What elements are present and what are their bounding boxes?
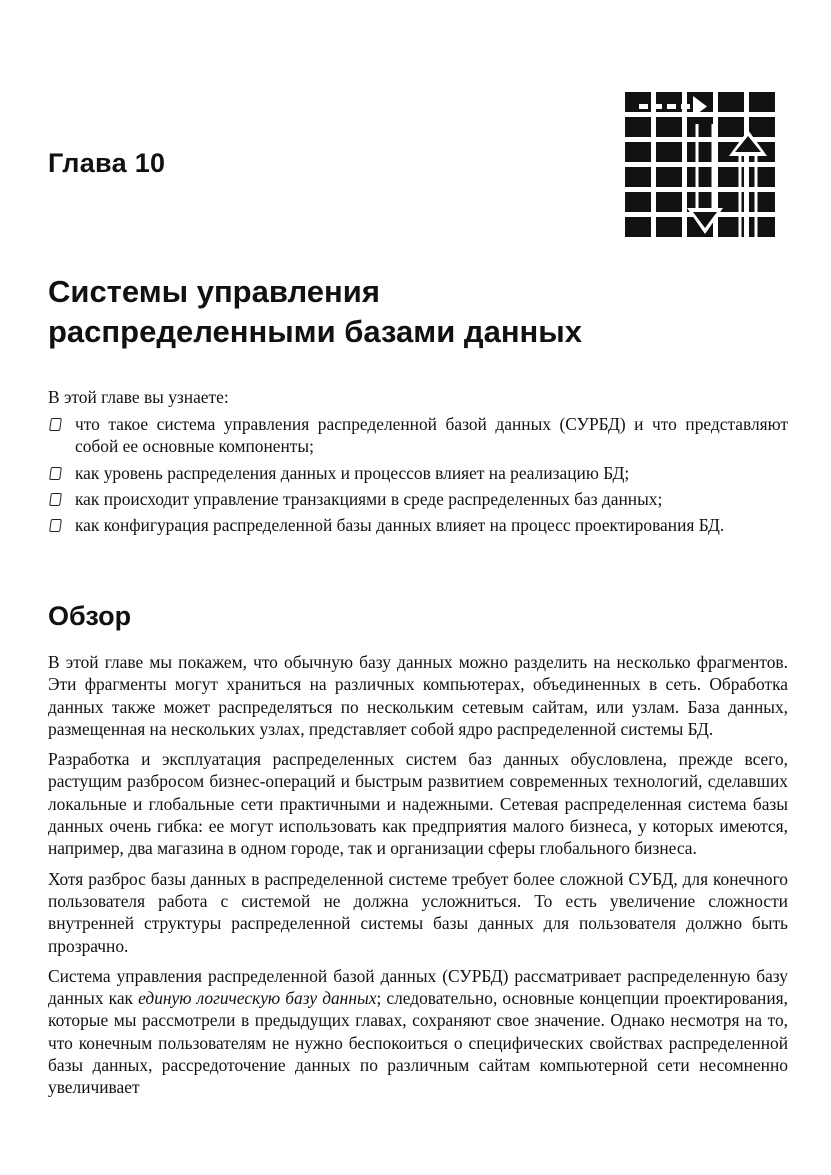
checkbox-bullet-icon (49, 493, 62, 506)
section-heading: Обзор (48, 601, 132, 631)
emphasis-text: единую логическую базу данных (138, 988, 377, 1009)
chapter-title (48, 272, 788, 352)
emblem-grid-cell (687, 142, 713, 162)
chapter-label: Глава 10 (48, 148, 166, 178)
emblem-grid-cell (625, 192, 651, 212)
emblem-grid-cell (625, 142, 651, 162)
checkbox-bullet-icon (49, 519, 62, 532)
emblem-grid-cell (718, 117, 744, 137)
list-item-text: как конфигурация распределенной базы данных влияет на процесс проектирования БД. (75, 515, 725, 536)
emblem-grid-cell (749, 192, 775, 212)
emblem-grid-cell (687, 117, 713, 137)
emblem-grid-cell (718, 92, 744, 112)
list-item-text: как происходит управление транзакциями в среде распределенных баз данных; (75, 488, 663, 509)
emblem-grid-cell (687, 167, 713, 187)
list-item-text: что такое система управления распределенной базой данных (СУРБД) и что представляют собой ее основные компоненты; (75, 414, 788, 457)
chapter-title-line: распределенными базами данных (48, 314, 582, 349)
grid-with-arrows-icon (625, 92, 775, 240)
emblem-grid-cell (656, 192, 682, 212)
list-item (48, 488, 788, 510)
list-item (48, 413, 788, 458)
paragraph-text: ; следовательно, основные концепции проектирования, которые мы рассмотрели в предыдущих главах, сохраняют свое значение. Однако несмотря на то, что конечным пользователям не нужно беспокоиться о специфических свойствах распределенной базы данных, рассредоточение данных по различным сайтам компьютерной сети несомненно увеличивает (48, 988, 789, 1098)
list-item (48, 514, 788, 536)
emblem-grid-cell (625, 117, 651, 137)
paragraph-text: Система управления распределенной базой данных (СУРБД) рассматривает распределенную базу данных как (48, 965, 788, 1009)
paragraph: Хотя разброс базы данных в распределенной системе требует более сложной СУБД, для конечного пользователя работа с системой не должна усложниться. То есть увеличение сложности внутренней структуры распределенной системы базы данных для пользователя должно быть прозрачно. (48, 868, 788, 956)
list-item-text: как уровень распределения данных и процессов влияет на реализацию БД; (75, 462, 630, 483)
emblem-grid-cell (749, 92, 775, 112)
paragraph (48, 965, 788, 1099)
intro-lead: В этой главе вы узнаете: (48, 387, 229, 407)
list-item (48, 462, 788, 484)
emblem-grid-cell (749, 167, 775, 187)
emblem-grid-cell (656, 217, 682, 237)
paragraph: В этой главе мы покажем, что обычную базу данных можно разделить на несколько фрагментов. Эти фрагменты могут храниться на различных компьютерах, объединенных в сеть. Обработка данных также может распределяться по нескольким сетевым сайтам, или узлам. База данных, размещенная на нескольких узлах, представляет собой ядро распределенной системы БД. (48, 652, 788, 739)
emblem-grid-cell (625, 167, 651, 187)
emblem-grid-cell (749, 217, 775, 237)
chapter-title-line: Системы управления (48, 274, 380, 309)
emblem-grid-cell (656, 117, 682, 137)
checkbox-bullet-icon (49, 418, 62, 431)
emblem-grid-cell (656, 142, 682, 162)
section-body (48, 651, 788, 1107)
emblem-grid-cell (625, 217, 651, 237)
emblem-grid-cell (656, 167, 682, 187)
emblem-grid-cell (749, 117, 775, 137)
chapter-goals-list (48, 413, 788, 540)
checkbox-bullet-icon (49, 467, 62, 480)
paragraph: Разработка и эксплуатация распределенных систем баз данных обусловлена, прежде всего, растущим разбросом бизнес-операций и быстрым развитием современных технологий, сделавших локальные и глобальные сети практичными и надежными. Сетевая распределенная система базы данных очень гибка: ее могут использовать как предприятия малого бизнеса, у которых имеются, например, два магазина в одном городе, так и организации сферы глобального бизнеса. (48, 749, 788, 859)
